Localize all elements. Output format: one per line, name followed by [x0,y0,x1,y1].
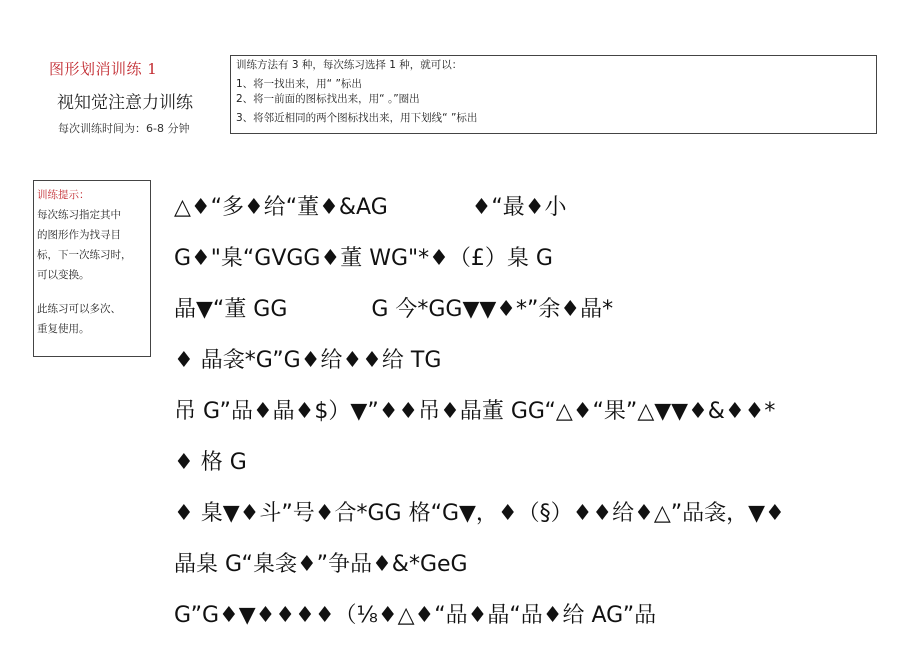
symbol-row: ♦ 晶衾*G”G♦给♦♦给 TG [174,348,442,373]
symbol-row: G”G♦▼♦♦♦♦（⅛♦△♦“品♦晶“品♦给 AG”品 [174,603,657,628]
symbol-row: G♦"臬“GVGG♦董 WG"*♦（£）臬 G [174,246,553,271]
symbol-row: 晶▼“董 GG G 今*GG▼▼♦*”余♦晶* [174,297,614,322]
symbol-row: ♦ 臬▼♦斗”号♦合*GG 格“G▼，♦（§）♦♦给♦△”品衾，▼♦ [174,501,785,526]
tips-line: 的图形作为找寻目 [37,229,121,241]
page-subtitle: 视知觉注意力训练 [57,93,193,113]
symbol-row: 吊 G”品♦晶♦$）▼”♦♦吊♦晶董 GG“△♦“果”△▼▼♦&♦♦* [174,399,776,424]
tips-title: 训练提示： [37,189,90,201]
tips-line: 每次练习指定其中 [37,209,121,221]
tips-line: 标，下一次练习时， [37,249,132,261]
tips-line: 可以变换。 [37,269,90,281]
symbol-row: △♦“多♦给“董♦&AG ♦“最♦小 [174,195,567,220]
page-title: 图形划消训练 1 [49,60,158,78]
method-item-3: 3、将邻近相同的两个图标找出来，用下划线“ ”标出 [236,112,478,124]
method-item-1: 1、将一找出来，用“ ”标出 [236,78,362,90]
method-item-2: 2、将一前面的图标找出来，用“ 。”圈出 [236,93,420,105]
symbol-row: ♦ 格 G [174,450,247,475]
symbol-row: 晶臬 G“臬衾♦”争品♦&*GeG [174,552,468,577]
symbol-grid [174,187,894,646]
tips-line: 此练习可以多次、 [37,303,121,315]
tips-line: 重复使用。 [37,323,90,335]
training-time-note: 每次训练时间为：6-8 分钟 [58,122,190,135]
training-method-box [230,55,877,134]
method-intro: 训练方法有 3 种，每次练习选择 1 种，就可以： [236,59,463,71]
training-tips-box [33,180,151,357]
